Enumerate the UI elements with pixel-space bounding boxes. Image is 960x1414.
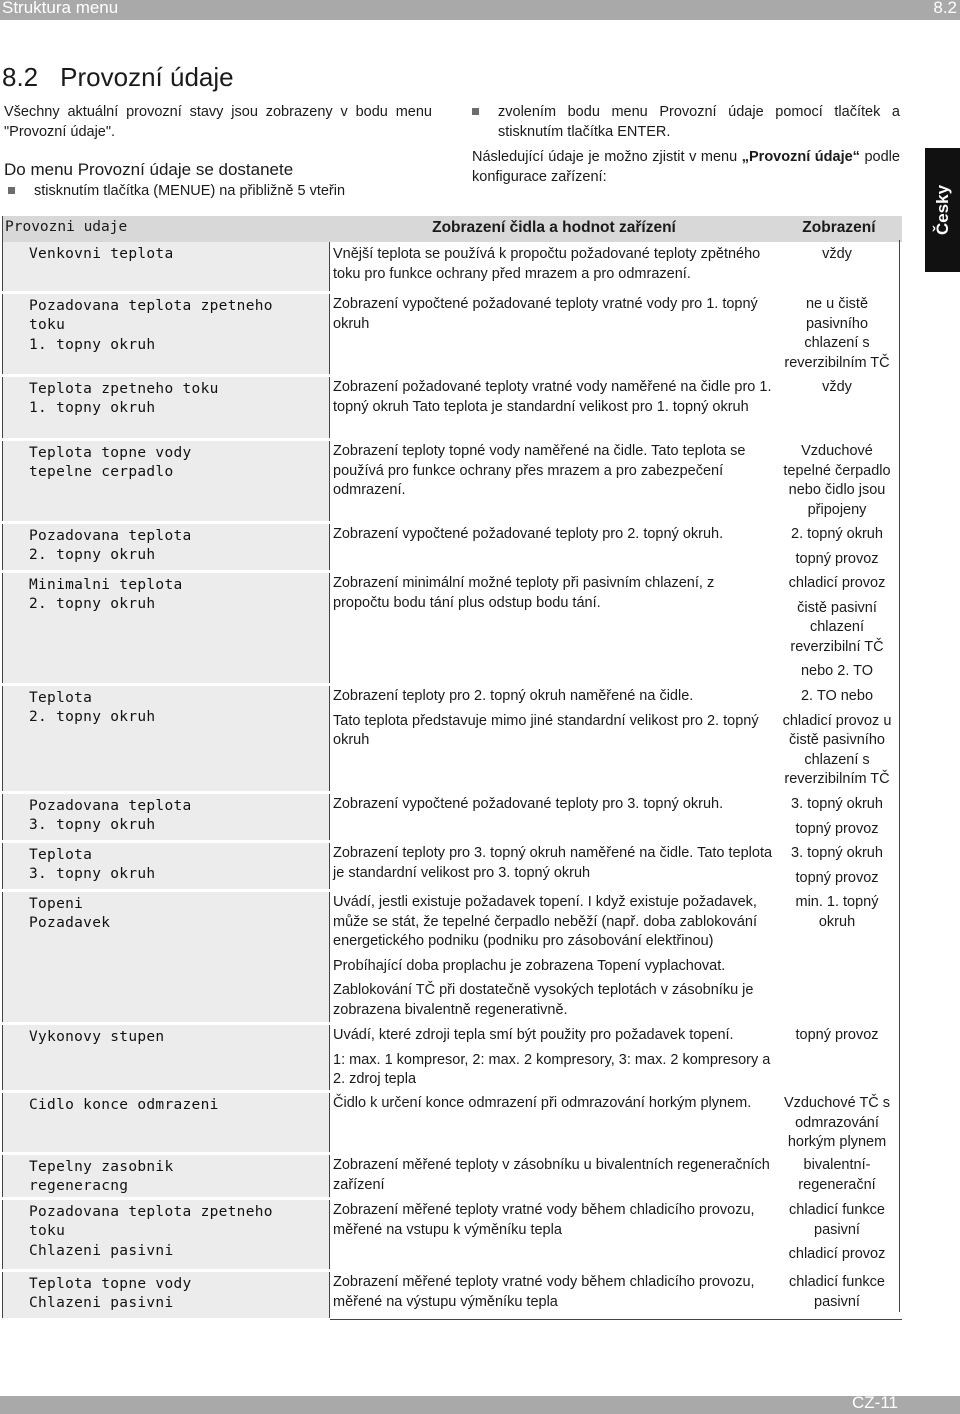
description-line: Uvádí, které zdroji tepla smí být použity pro požadavek topení. (333, 1027, 734, 1043)
section-title (2, 62, 234, 93)
display-condition (779, 375, 902, 439)
description-line: Tato teplota představuje mimo jiné standardní velikost pro 2. topný okruh (333, 712, 759, 749)
display-condition-line: 2. topný okruh (791, 526, 883, 542)
display-condition (779, 1198, 902, 1270)
table-row (3, 684, 902, 792)
header-section-name: Struktura menu (2, 0, 119, 17)
table-header-lcd: Provozni udaje (3, 216, 330, 242)
intro-right-text-bold: „Provozní údaje“ (741, 149, 860, 165)
table-row (3, 1023, 902, 1091)
display-condition-line: min. 1. topný okruh (795, 894, 879, 930)
display-condition-line: chladicí funkce pasivní (789, 1274, 885, 1310)
lcd-parameter-name: Cidlo konce odmrazeni (3, 1091, 330, 1153)
table-row (3, 522, 902, 571)
bullet-square-icon (472, 108, 479, 115)
operating-data-table (2, 216, 902, 1321)
parameter-description (330, 890, 779, 1023)
intro-right-paragraph (472, 148, 900, 187)
description-line: Zobrazení vypočtené požadované teploty vratné vody pro 1. topný okruh (333, 296, 758, 332)
table-row (3, 242, 902, 292)
table-row (3, 1198, 902, 1270)
description-line: Zobrazení měřené teploty vratné vody během chladicího provozu, měřené na vstupu k výměníku tepla (333, 1202, 755, 1238)
lcd-parameter-name: Vykonovy stupen (3, 1023, 330, 1091)
display-condition (779, 792, 902, 841)
intro-left-column (4, 103, 432, 202)
lcd-parameter-name: Pozadovana teplota zpetneho toku Chlazeni pasivni (3, 1198, 330, 1270)
description-line: Čidlo k určení konce odmrazení při odmrazování horkým plynem. (333, 1095, 752, 1111)
display-condition-line: vždy (822, 246, 852, 262)
description-line: Zablokování TČ při dostatečně vysokých teplotách v zásobníku je zobrazena bivalentně regenerativně. (333, 982, 754, 1018)
display-condition (779, 1023, 902, 1091)
parameter-description (330, 684, 779, 792)
lcd-parameter-name: Topeni Pozadavek (3, 890, 330, 1023)
parameter-description (330, 1270, 779, 1319)
display-condition-line: 3. topný okruh (791, 796, 883, 812)
display-condition (779, 890, 902, 1023)
display-condition (779, 1270, 902, 1319)
intro-bullet-1-text: stisknutím tlačítka (MENUE) na přibližně 5 vteřin (34, 183, 346, 199)
table-row (3, 1153, 902, 1198)
page-number: CZ-11 (852, 1393, 898, 1412)
parameter-description (330, 375, 779, 439)
table-row (3, 792, 902, 841)
table-header-display: Zobrazení (779, 216, 902, 242)
description-line: 1: max. 1 kompresor, 2: max. 2 kompresory, 3: max. 2 kompresory a 2. zdroj tepla (333, 1051, 771, 1088)
table-row (3, 1091, 902, 1153)
display-condition-line: bivalentní-regenerační (798, 1157, 876, 1193)
intro-bullet-2-text: zvolením bodu menu Provozní údaje pomocí tlačítek a stisknutím tlačítka ENTER. (498, 104, 900, 140)
description-line: Zobrazení požadované teploty vratné vody naměřené na čidle pro 1. topný okruh Tato teplota je standardní velikost pro 1. topný okruh (333, 379, 772, 415)
parameter-description (330, 792, 779, 841)
intro-right-text-pre: Následující údaje je možno zjistit v menu (472, 149, 742, 165)
lcd-parameter-name: Venkovni teplota (3, 242, 330, 292)
lcd-parameter-name: Teplota 2. topny okruh (3, 684, 330, 792)
display-condition-line: 3. topný okruh (791, 845, 883, 861)
parameter-description (330, 841, 779, 890)
parameter-description (330, 1091, 779, 1153)
parameter-description (330, 292, 779, 375)
language-tab-label: Česky (932, 184, 952, 236)
header-bar (0, 0, 960, 20)
display-condition-line: čistě pasivní chlazení reverzibilní TČ (790, 599, 884, 655)
language-tab (925, 148, 960, 272)
table-row (3, 375, 902, 439)
description-line: Zobrazení teploty pro 3. topný okruh naměřené na čidle. Tato teplota je standardní velikost pro 3. topný okruh (333, 845, 773, 881)
display-condition-line: chladicí funkce pasivní (789, 1202, 885, 1238)
lcd-parameter-name: Minimalni teplota 2. topny okruh (3, 571, 330, 684)
description-line: Uvádí, jestli existuje požadavek topení. I když existuje požadavek, může se stát, že tepelné čerpadlo neběží (např. doba zablokování energetického podniku (podniku pro zásobování elektřinou) (333, 894, 757, 950)
display-condition (779, 1153, 902, 1198)
lcd-parameter-name: Teplota zpetneho toku 1. topny okruh (3, 375, 330, 439)
display-condition (779, 684, 902, 792)
description-line: Zobrazení minimální možné teploty při pasivním chlazení, z propočtu bodu tání plus odstup bodu tání. (333, 575, 715, 611)
display-condition-line: chladicí provoz (788, 1246, 886, 1263)
display-condition-line: Vzduchové TČ s odmrazování horkým plynem (783, 1095, 891, 1151)
parameter-description (330, 1198, 779, 1270)
intro-right-text-post: podle konfigurace zařízení: (472, 149, 900, 185)
display-condition-line: chladicí provoz u čistě pasivního chlazení s reverzibilním TČ (782, 712, 892, 788)
table-row (3, 292, 902, 375)
parameter-description (330, 1023, 779, 1091)
header-section-number: 8.2 (933, 0, 957, 17)
description-line: Zobrazení vypočtené požadované teploty pro 2. topný okruh. (333, 526, 724, 542)
table-row (3, 439, 902, 522)
lcd-parameter-name: Pozadovana teplota 3. topny okruh (3, 792, 330, 841)
bullet-square-icon (8, 187, 15, 194)
description-line: Zobrazení teploty topné vody naměřené na čidle. Tato teplota se používá pro funkce ochrany přes mrazem a pro zabezpečení odmrazení. (333, 443, 746, 499)
table-row (3, 571, 902, 684)
lcd-parameter-name: Tepelny zasobnik regeneracng (3, 1153, 330, 1198)
description-line: Zobrazení vypočtené požadované teploty pro 3. topný okruh. (333, 796, 724, 812)
intro-bullet-1 (4, 182, 432, 202)
lcd-parameter-name: Teplota 3. topny okruh (3, 841, 330, 890)
section-title-text: Provozní údaje (60, 62, 234, 92)
display-condition-line: nebo 2. TO (800, 663, 874, 680)
intro-paragraph: Všechny aktuální provozní stavy jsou zobrazeny v bodu menu "Provozní údaje". (4, 104, 432, 140)
display-condition-line: topný provoz (795, 869, 879, 886)
parameter-description (330, 439, 779, 522)
section-number: 8.2 (2, 62, 39, 92)
display-condition-line: Vzduchové tepelné čerpadlo nebo čidlo jsou připojeny (783, 443, 891, 518)
footer-bar (0, 1393, 960, 1414)
display-condition-line: chladicí provoz (788, 575, 886, 591)
lcd-parameter-name: Pozadovana teplota 2. topny okruh (3, 522, 330, 571)
display-condition (779, 292, 902, 375)
display-condition-line: 2. TO nebo (800, 688, 874, 704)
parameter-description (330, 522, 779, 571)
table-header-description: Zobrazení čidla a hodnot zařízení (330, 216, 779, 242)
display-condition (779, 242, 902, 292)
description-line: Vnější teplota se používá k propočtu požadované teploty zpětného toku pro funkce ochrany před mrazem a pro odmrazení. (333, 246, 761, 282)
display-condition-line: topný provoz (795, 550, 879, 567)
description-line: Zobrazení měřené teploty v zásobníku u bivalentních regeneračních zařízení (333, 1157, 770, 1193)
intro-bullet-2 (472, 103, 900, 142)
intro-right-column (472, 103, 900, 187)
parameter-description (330, 571, 779, 684)
table-row (3, 890, 902, 1023)
table-row (3, 1270, 902, 1319)
parameter-description (330, 242, 779, 292)
display-condition (779, 571, 902, 684)
display-condition (779, 522, 902, 571)
display-condition (779, 439, 902, 522)
display-condition-line: vždy (822, 379, 852, 395)
table-header-row (3, 216, 902, 242)
display-condition-line: topný provoz (795, 820, 879, 837)
intro-subheading: Do menu Provozní údaje se dostanete (4, 160, 294, 179)
description-line: Zobrazení teploty pro 2. topný okruh naměřené na čidle. (333, 688, 694, 704)
lcd-parameter-name: Teplota topne vody tepelne cerpadlo (3, 439, 330, 522)
display-condition (779, 1091, 902, 1153)
description-line: Zobrazení měřené teploty vratné vody během chladicího provozu, měřené na výstupu výměníku tepla (333, 1274, 755, 1310)
lcd-parameter-name: Teplota topne vody Chlazeni pasivni (3, 1270, 330, 1319)
table-row (3, 841, 902, 890)
display-condition-line: ne u čistě pasivního chlazení s reverzibilním TČ (784, 296, 890, 371)
lcd-parameter-name: Pozadovana teplota zpetneho toku 1. topny okruh (3, 292, 330, 375)
table-right-border (899, 240, 900, 1312)
display-condition-line: topný provoz (795, 1027, 879, 1043)
description-line: Probíhající doba proplachu je zobrazena Topení vyplachovat. (333, 957, 726, 974)
display-condition (779, 841, 902, 890)
parameter-description (330, 1153, 779, 1198)
